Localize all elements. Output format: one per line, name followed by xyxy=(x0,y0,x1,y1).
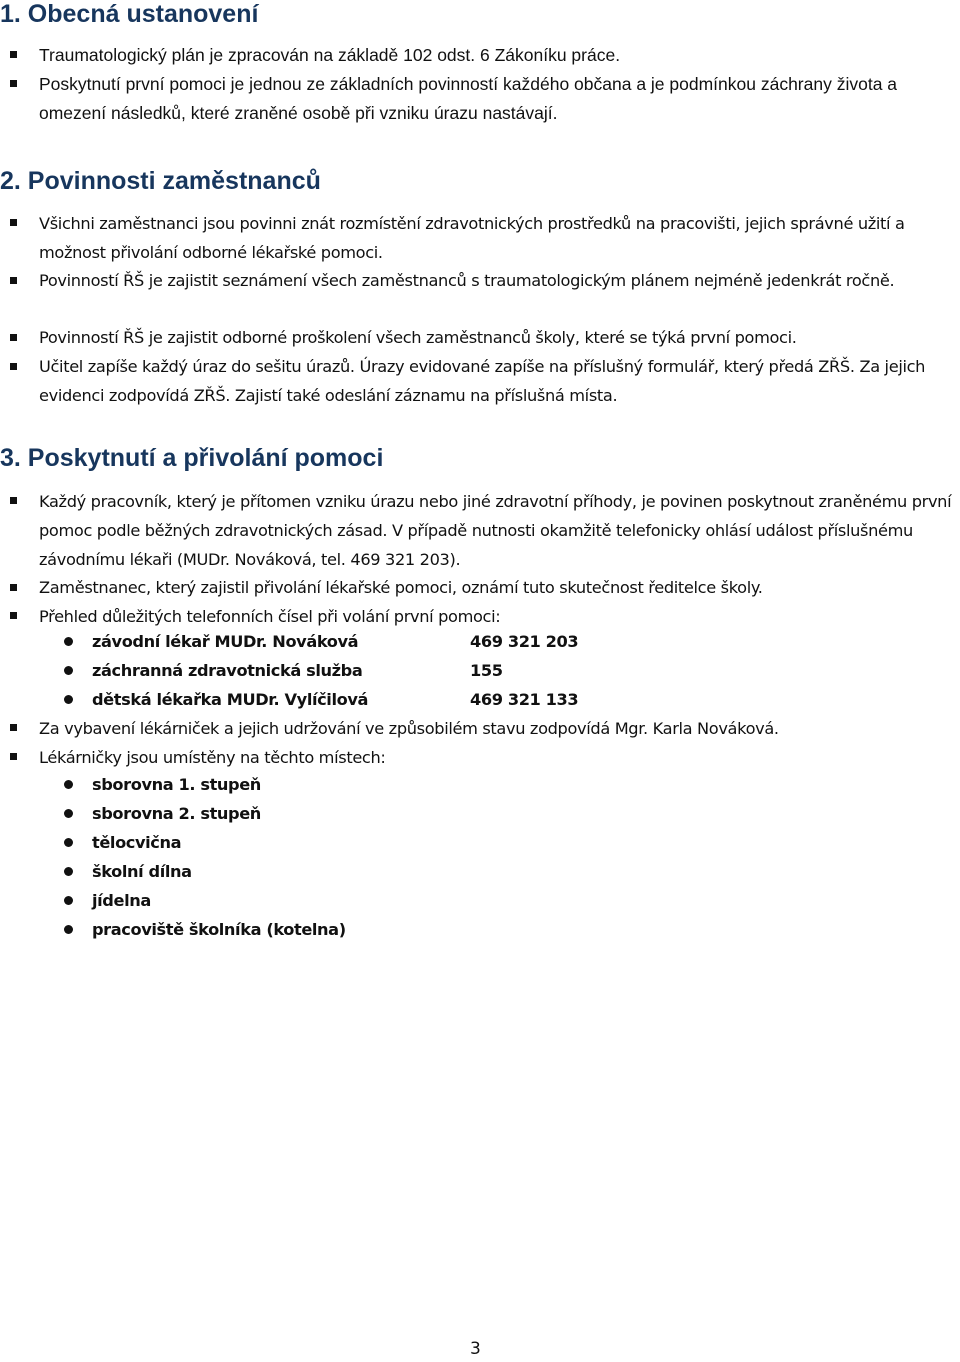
round-bullet-icon xyxy=(64,867,73,876)
section-2-item: Všichni zaměstnanci jsou povinni znát rozmístění zdravotnických prostředků na pracovišti, jejich správné užití a možnost přivolání odborné lékařské pomoci. xyxy=(39,214,905,262)
square-bullet-icon xyxy=(10,51,17,58)
square-bullet-icon xyxy=(10,80,17,87)
location-item: školní dílna xyxy=(92,862,192,881)
phone-number: 155 xyxy=(470,661,503,680)
section-1-item: Traumatologický plán je zpracován na základě 102 odst. 6 Zákoníku práce. xyxy=(39,45,621,65)
location-item: sborovna 1. stupeň xyxy=(92,775,261,794)
section-3-item: Přehled důležitých telefonních čísel při volání první pomoci: xyxy=(39,607,501,626)
phone-contact-name: dětská lékařka MUDr. Vylíčilová xyxy=(92,690,369,709)
round-bullet-icon xyxy=(64,780,73,789)
square-bullet-icon xyxy=(10,497,17,504)
section-1-heading: 1. Obecná ustanovení xyxy=(0,0,259,28)
round-bullet-icon xyxy=(64,809,73,818)
square-bullet-icon xyxy=(10,363,17,370)
square-bullet-icon xyxy=(10,334,17,341)
section-3-item: Lékárničky jsou umístěny na těchto místech: xyxy=(39,748,386,767)
section-2-item: Povinností ŘŠ je zajistit seznámení všech zaměstnanců s traumatologickým plánem nejméně jedenkrát ročně. xyxy=(39,271,895,290)
round-bullet-icon xyxy=(64,925,73,934)
section-3-heading: 3. Poskytnutí a přivolání pomoci xyxy=(0,444,384,472)
square-bullet-icon xyxy=(10,612,17,619)
phone-number: 469 321 203 xyxy=(470,632,579,651)
section-3-item: Za vybavení lékárniček a jejich udržování ve způsobilém stavu zodpovídá Mgr. Karla Nováková. xyxy=(39,719,779,738)
phone-number: 469 321 133 xyxy=(470,690,579,709)
section-3-item: Zaměstnanec, který zajistil přivolání lékařské pomoci, oznámí tuto skutečnost ředitelce školy. xyxy=(39,578,763,597)
section-2-item: Učitel zapíše každý úraz do sešitu úrazů. Úrazy evidované zapíše na příslušný formulář, který předá ZŘŠ. Za jejich evidenci zodpovídá ZŘŠ. Zajistí také odeslání záznamu na příslušná místa. xyxy=(39,357,926,405)
round-bullet-icon xyxy=(64,695,73,704)
square-bullet-icon xyxy=(10,584,17,591)
square-bullet-icon xyxy=(10,219,17,226)
page-number: 3 xyxy=(470,1339,481,1359)
section-1-item: Poskytnutí první pomoci je jednou ze základních povinností každého občana a je podmínkou záchrany života a omezení následků, které zraněné osobě při vzniku úrazu nastávají. xyxy=(39,74,898,123)
location-item: jídelna xyxy=(92,891,151,910)
phone-contact-name: závodní lékař MUDr. Nováková xyxy=(92,632,359,651)
location-item: tělocvična xyxy=(92,833,182,852)
section-2-heading: 2. Povinnosti zaměstnanců xyxy=(0,167,321,195)
phone-contact-name: záchranná zdravotnická služba xyxy=(92,661,363,680)
round-bullet-icon xyxy=(64,637,73,646)
round-bullet-icon xyxy=(64,838,73,847)
location-item: sborovna 2. stupeň xyxy=(92,804,261,823)
round-bullet-icon xyxy=(64,666,73,675)
round-bullet-icon xyxy=(64,896,73,905)
square-bullet-icon xyxy=(10,753,17,760)
square-bullet-icon xyxy=(10,277,17,284)
square-bullet-icon xyxy=(10,724,17,731)
location-item: pracoviště školníka (kotelna) xyxy=(92,920,346,939)
section-3-item: Každý pracovník, který je přítomen vzniku úrazu nebo jiné zdravotní příhody, je povinen poskytnout zraněnému první pomoc podle běžných zdravotnických zásad. V případě nutnosti okamžitě telefonicky ohlásí událost příslušnému závodnímu lékaři (MUDr. Nováková, tel. 469 321 203). xyxy=(39,492,952,569)
section-2-item: Povinností ŘŠ je zajistit odborné proškolení všech zaměstnanců školy, které se týká první pomoci. xyxy=(39,328,797,347)
